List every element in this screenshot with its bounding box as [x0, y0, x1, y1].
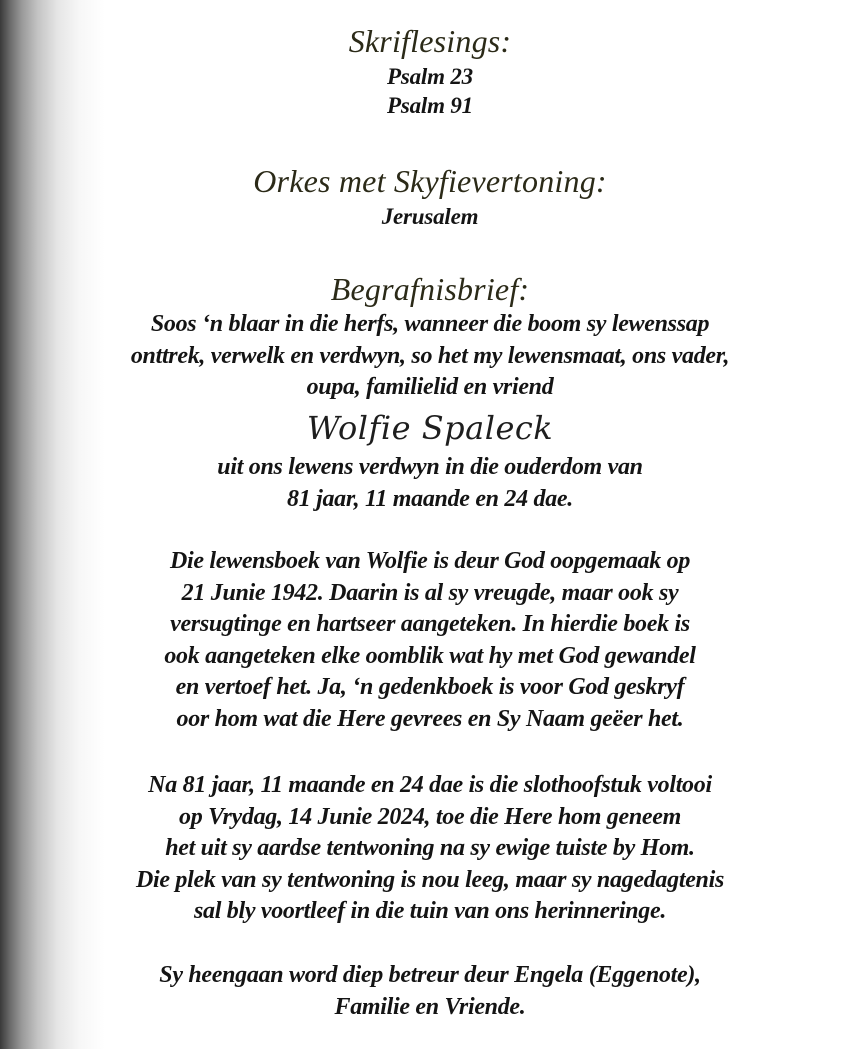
funeral-letter-heading-block: [30, 272, 830, 306]
paragraph-line: Die plek van sy tentwoning is nou leeg, maar sy nagedagtenis: [135, 866, 725, 893]
paragraph-line: op Vrydag, 14 Junie 2024, toe die Here hom geneem: [179, 803, 681, 830]
slideshow-section: [30, 164, 830, 231]
deceased-name-signature: Wolfie Spaleck: [306, 409, 554, 447]
funeral-letter-intro: [30, 309, 830, 404]
age-statement: [30, 452, 830, 515]
paragraph-line: 21 Junie 1942. Daarin is al sy vreugde, maar ook sy: [181, 579, 679, 606]
paragraph-line: sal bly voortleef in die tuin van ons herinneringe.: [193, 898, 667, 925]
paragraph-line: Na 81 jaar, 11 maande en 24 dae is die slothoofstuk voltooi: [148, 772, 712, 798]
slideshow-song: Jerusalem: [381, 204, 479, 229]
paragraph-line: oupa, familielid en vriend: [306, 374, 554, 401]
paragraph-line: en vertoef het. Ja, ‘n gedenkboek is voor God geskryf: [175, 674, 685, 701]
paragraph-line: 81 jaar, 11 maande en 24 dae.: [287, 485, 573, 512]
final-chapter-paragraph: [30, 770, 830, 928]
scripture-item: Psalm 23: [387, 64, 473, 89]
paragraph-line: Soos ‘n blaar in die herfs, wanneer die boom sy lewenssap: [150, 311, 710, 337]
paragraph-line: ook aangeteken elke oomblik wat hy met God gewandel: [164, 642, 696, 669]
paragraph-line: uit ons lewens verdwyn in die ouderdom van: [217, 454, 643, 480]
scripture-item: Psalm 91: [387, 93, 473, 118]
scripture-section: [30, 24, 830, 120]
paragraph-line: Die lewensboek van Wolfie is deur God oopgemaak op: [169, 548, 691, 574]
paragraph-line: versugtinge en hartseer aangeteken. In hierdie boek is: [170, 611, 690, 638]
paragraph-line: Familie en Vriende.: [334, 993, 526, 1020]
life-book-paragraph: [30, 546, 830, 736]
slideshow-heading: Orkes met Skyfievertoning:: [253, 163, 607, 199]
mourners-paragraph: [30, 960, 830, 1023]
paragraph-line: onttrek, verwelk en verdwyn, so het my lewensmaat, ons vader,: [130, 342, 730, 369]
paragraph-line: Sy heengaan word diep betreur deur Engela (Eggenote),: [159, 962, 701, 988]
paragraph-line: oor hom wat die Here gevrees en Sy Naam geëer het.: [176, 705, 684, 732]
funeral-letter-heading: Begrafnisbrief:: [330, 271, 530, 307]
paragraph-line: het uit sy aardse tentwoning na sy ewige tuiste by Hom.: [165, 835, 695, 862]
signature-block: [30, 408, 830, 448]
scripture-heading: Skriflesings:: [348, 23, 512, 59]
